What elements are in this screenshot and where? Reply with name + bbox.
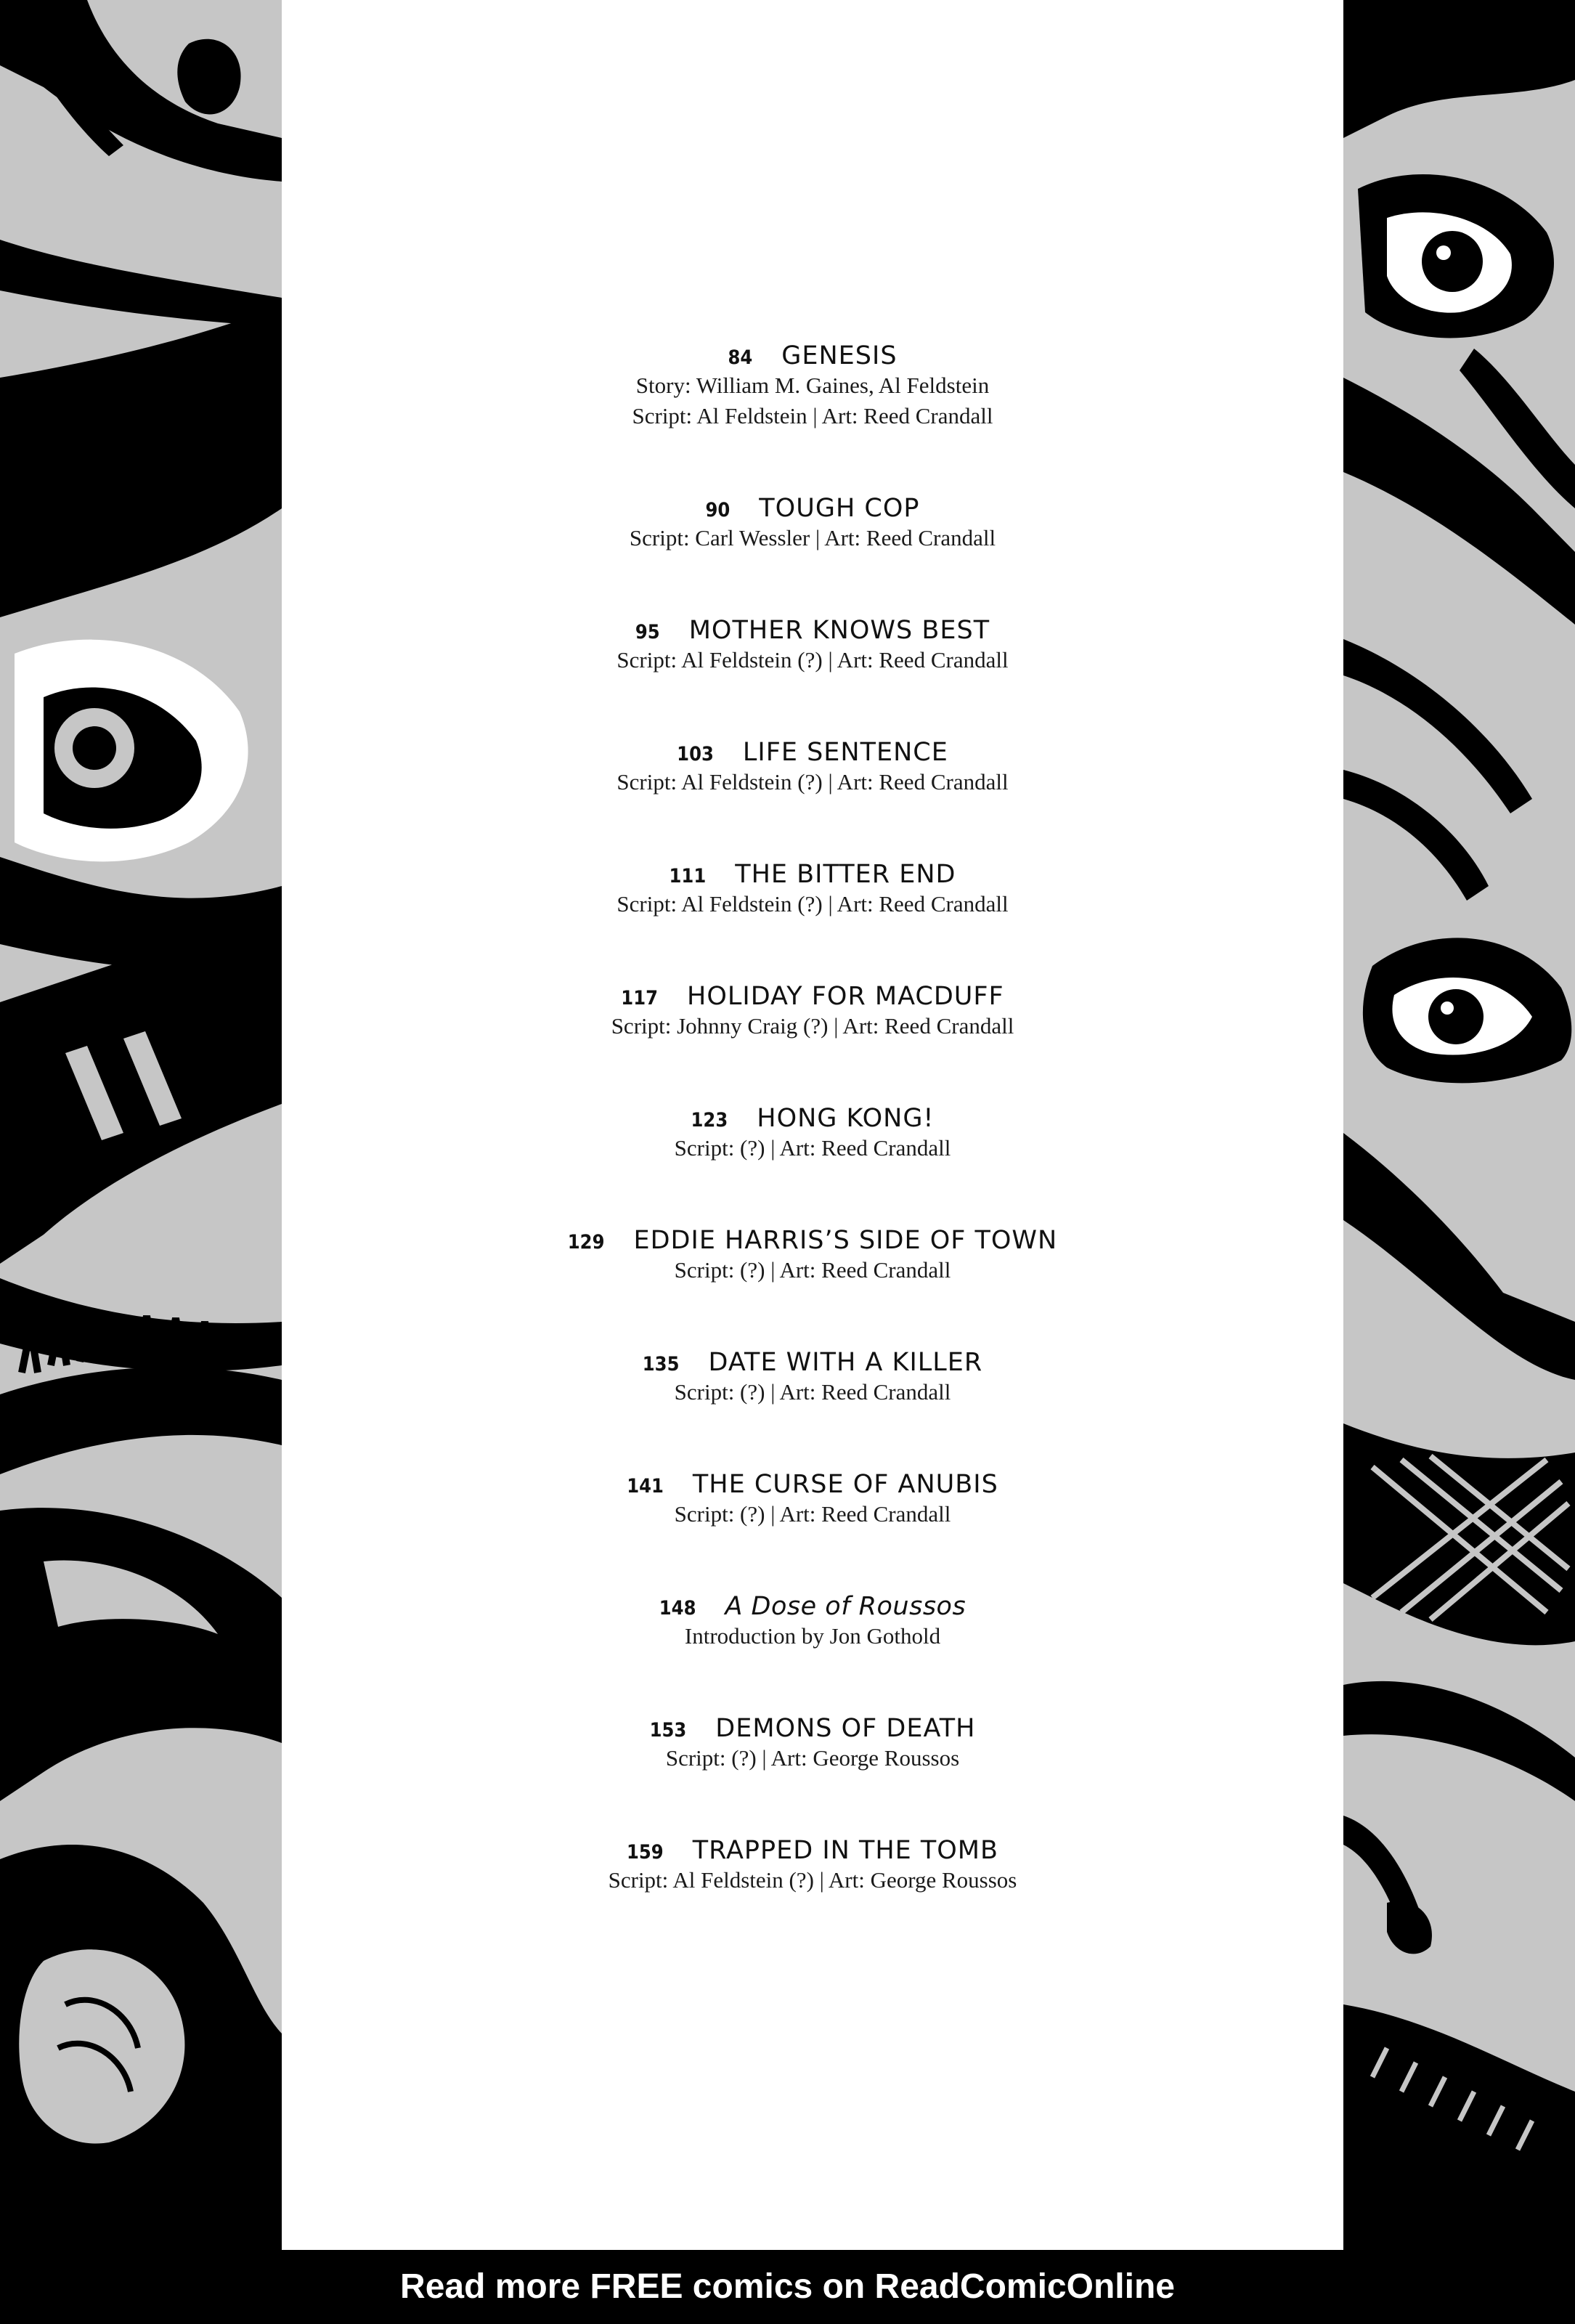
toc-story-title: HONG KONG! [757,1104,935,1133]
toc-story-title: EDDIE HARRIS’S SIDE OF TOWN [633,1226,1058,1255]
toc-story-title: DEMONS OF DEATH [715,1714,976,1743]
toc-credit-line: Script: Al Feldstein (?) | Art: Reed Crandall [616,647,1009,673]
toc-entry [282,341,1343,431]
right-artwork-panel [1343,0,1575,2250]
toc-entry [282,1714,1343,1774]
toc-entry [282,1470,1343,1529]
toc-page-number: 153 [649,1719,687,1742]
toc-entry [282,1226,1343,1285]
toc-page-number: 159 [626,1841,664,1864]
toc-page-number: 123 [691,1109,728,1131]
toc-credit-line: Script: Al Feldstein (?) | Art: George Roussos [608,1867,1017,1893]
table-of-contents [282,0,1343,2250]
toc-page-number: 129 [567,1231,605,1254]
toc-entry [282,616,1343,675]
toc-credit-line: Script: Al Feldstein | Art: Reed Crandall [632,403,993,428]
toc-story-title: GENESIS [781,341,898,370]
toc-entry [282,1104,1343,1163]
toc-credit-line: Script: (?) | Art: Reed Crandall [674,1379,951,1405]
toc-section-title: A Dose of Roussos [725,1592,966,1621]
toc-entry [282,738,1343,797]
left-ink-illustration [0,0,282,2250]
toc-credit-line: Introduction by Jon Gothold [684,1623,941,1649]
toc-credit-line: Script: Carl Wessler | Art: Reed Crandall [629,525,996,550]
toc-credit-line: Script: Johnny Craig (?) | Art: Reed Crandall [611,1013,1014,1039]
toc-story-title: MOTHER KNOWS BEST [688,616,990,645]
toc-story-title: TRAPPED IN THE TOMB [692,1836,999,1865]
toc-entry [282,982,1343,1041]
toc-page-number: 95 [635,621,660,643]
toc-page-number: 103 [677,743,714,765]
right-ink-illustration [1343,0,1575,2250]
toc-story-title: THE BITTER END [735,860,956,889]
toc-credit-line: Script: (?) | Art: George Roussos [665,1745,960,1771]
toc-page-number: 141 [627,1475,664,1498]
toc-credit-line: Script: Al Feldstein (?) | Art: Reed Crandall [616,891,1009,917]
toc-entry [282,1348,1343,1407]
toc-entry [282,494,1343,553]
toc-entry [282,1592,1343,1651]
toc-story-title: TOUGH COP [759,494,920,523]
toc-page-number: 90 [705,499,730,521]
toc-story-title: LIFE SENTENCE [742,738,948,767]
toc-credit-line: Script: (?) | Art: Reed Crandall [674,1135,951,1161]
toc-story-title: DATE WITH A KILLER [708,1348,983,1377]
promo-banner-text[interactable]: Read more FREE comics on ReadComicOnline [400,2267,1175,2306]
toc-credit-line: Script: (?) | Art: Reed Crandall [674,1257,951,1283]
toc-page-number: 135 [642,1353,680,1376]
toc-story-title: HOLIDAY FOR MACDUFF [687,982,1004,1011]
toc-page-number: 111 [669,865,707,887]
toc-page-number: 148 [659,1597,696,1620]
toc-page-number: 117 [621,987,659,1009]
toc-page-number: 84 [728,346,753,369]
toc-entry [282,860,1343,919]
toc-credit-line: Script: (?) | Art: Reed Crandall [674,1501,951,1527]
toc-story-title: THE CURSE OF ANUBIS [692,1470,998,1499]
promo-banner[interactable] [0,2250,1575,2324]
left-artwork-panel [0,0,282,2250]
toc-credit-line: Story: William M. Gaines, Al Feldstein [635,373,990,398]
toc-credit-line: Script: Al Feldstein (?) | Art: Reed Crandall [616,769,1009,795]
toc-entry [282,1836,1343,1896]
